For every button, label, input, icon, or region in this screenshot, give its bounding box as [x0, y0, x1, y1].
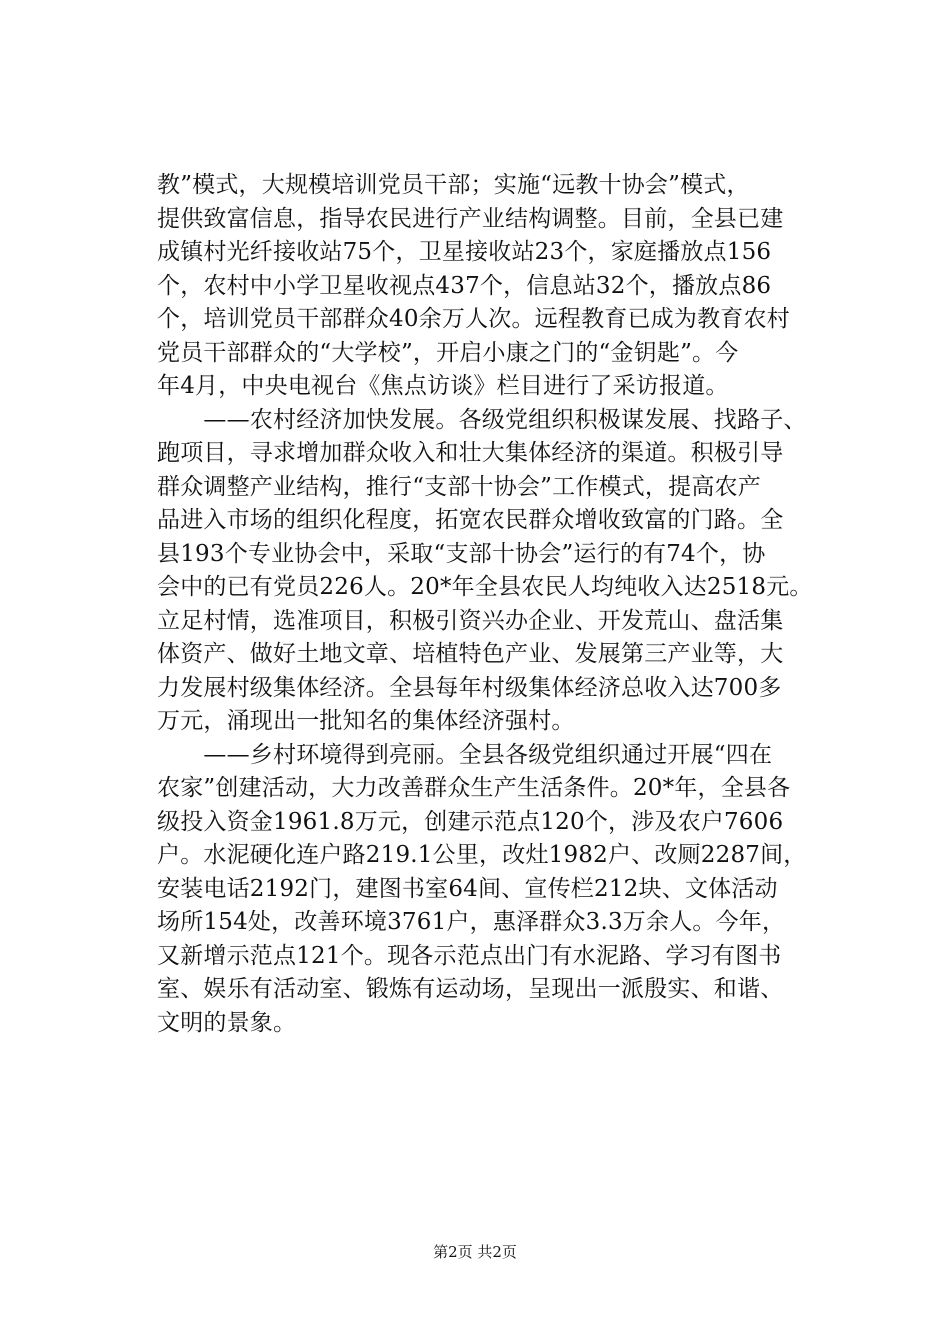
text-line: 户。水泥硬化连户路219.1公里，改灶1982户、改厕2287间， — [157, 842, 807, 868]
text-line: 提供致富信息，指导农民进行产业结构调整。目前，全县已建 — [157, 205, 784, 232]
text-line: 党员干部群众的“大学校”，开启小康之门的“金钥匙”。今 — [157, 339, 739, 366]
text-line: ——农村经济加快发展。各级党组织积极谋发展、找路子、 — [157, 406, 807, 433]
text-line: 体资产、做好土地文章、培植特色产业、发展第三产业等，大 — [157, 641, 784, 667]
text-line: 级投入资金1961.8万元，创建示范点120个，涉及农户7606 — [157, 808, 784, 835]
text-line: 个，农村中小学卫星收视点437个，信息站32个，播放点86 — [157, 272, 772, 299]
text-line: 农家”创建活动，大力改善群众生产生活条件。20*年，全县各 — [157, 775, 791, 801]
text-line: 成镇村光纤接收站75个，卫星接收站23个，家庭播放点156 — [157, 239, 772, 265]
text-line: 场所154处，改善环境3761户，惠泽群众3.3万余人。今年， — [157, 909, 786, 935]
text-line: 又新增示范点121个。现各示范点出门有水泥路、学习有图书 — [157, 942, 782, 969]
text-line: 跑项目，寻求增加群众收入和壮大集体经济的渠道。积极引导 — [157, 440, 784, 466]
text-line: 年4月，中央电视台《焦点访谈》栏目进行了采访报道。 — [157, 373, 729, 399]
text-line: 立足村情，选准项目，积极引资兴办企业、开发荒山、盘活集 — [157, 607, 784, 634]
text-line: 个，培训党员干部群众40余万人次。远程教育已成为教育农村 — [157, 306, 790, 332]
text-line: 力发展村级集体经济。全县每年村级集体经济总收入达700多 — [157, 674, 782, 701]
text-line: 教”模式，大规模培训党员干部；实施“远教十协会”模式， — [157, 172, 750, 198]
text-line: ——乡村环境得到亮丽。全县各级党组织通过开展“四在 — [157, 741, 773, 768]
text-line: 室、娱乐有活动室、锻炼有运动场，呈现出一派殷实、和谐、 — [157, 976, 784, 1002]
text-line: 安装电话2192门，建图书室64间、宣传栏212块、文体活动 — [157, 875, 778, 902]
page-footer — [0, 1242, 950, 1262]
text-line: 群众调整产业结构，推行“支部十协会”工作模式，提高农产 — [157, 473, 761, 500]
text-line: 文明的景象。 — [157, 1009, 297, 1036]
text-line: 品进入市场的组织化程度，拓宽农民群众增收致富的门路。全 — [157, 507, 784, 533]
page-number: 第2页 共2页 — [433, 1243, 517, 1261]
text-line: 会中的已有党员226人。20*年全县农民人均纯收入达2518元。 — [157, 574, 813, 600]
document-body — [157, 169, 813, 1040]
text-line: 县193个专业协会中，采取“支部十协会”运行的有74个，协 — [157, 540, 766, 567]
text-line: 万元，涌现出一批知名的集体经济强村。 — [157, 708, 575, 734]
